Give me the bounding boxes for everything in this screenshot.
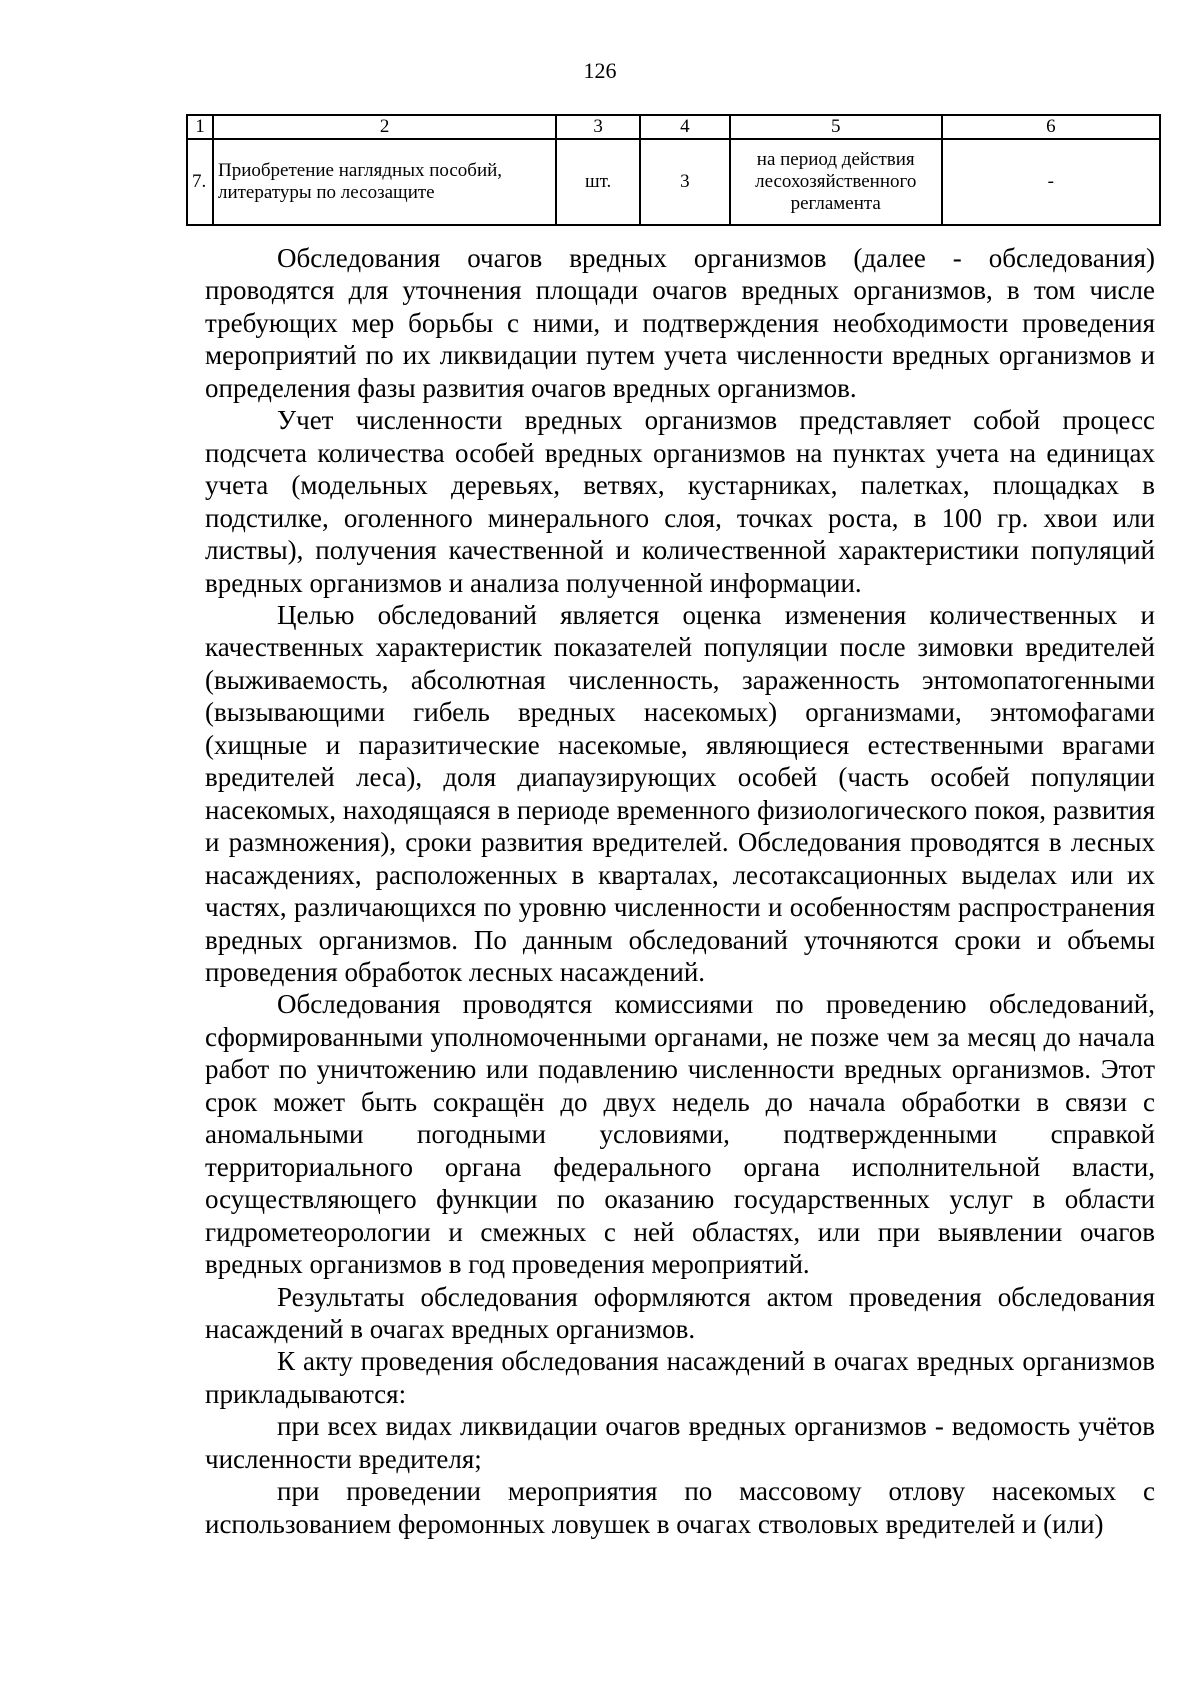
paragraph-survey-purpose: Обследования очагов вредных организмов (далее - обследования) проводятся для уточнения площади очагов вредных организмов, в том числе требующих мер борьбы с ними, и подтверждения необходимости проведения мероприятий по их ликвидации путем учета численности вредных организмов и определения фазы развития очагов вредных организмов.	[205, 243, 1155, 403]
paragraph-population-count: Учет численности вредных организмов представляет собой процесс подсчета количества особей вредных организмов на пунктах учета на единицах учета (модельных деревьях, ветвях, кустарниках, палетках, площадках в подстилке, оголенного минерального слоя, точках роста, в 100 гр. хвои или листвы), получения качественной и количественной характеристики популяций вредных организмов и анализа полученной информации.	[205, 405, 1155, 598]
column-number-1: 1	[187, 115, 213, 139]
paragraph-results: Результаты обследования оформляются актом проведения обследования насаждений в очагах вредных организмов.	[205, 1281, 1155, 1344]
page-number: 126	[583, 58, 617, 83]
note-cell: -	[942, 139, 1160, 225]
measures-table	[186, 114, 1161, 226]
column-number-3: 3	[556, 115, 640, 139]
column-number-5: 5	[730, 115, 942, 139]
paragraph-item-pheromone: при проведении мероприятия по массовому отлову насекомых с использованием феромонных ловушек в очагах стволовых вредителей и (или)	[205, 1476, 1155, 1539]
body-text	[205, 242, 1155, 1540]
unit-cell: шт.	[556, 139, 640, 225]
row-number: 7.	[187, 139, 213, 225]
paragraph-commissions: Обследования проводятся комиссиями по проведению обследований, сформированными уполномоченными органами, не позже чем за месяц до начала работ по уничтожению или подавлению численности вредных организмов. Этот срок может быть сокращён до двух недель до начала обработки в связи с аномальными погодными условиями, подтвержденными справкой территориального органа федерального органа исполнительной власти, осуществляющего функции по оказанию государственных услуг в области гидрометеорологии и смежных с ней областях, или при выявлении очагов вредных организмов в год проведения мероприятий.	[205, 989, 1155, 1280]
period-cell: на период действия лесохозяйственного регламента	[730, 139, 942, 225]
measure-name: Приобретение наглядных пособий, литературы по лесозащите	[213, 139, 556, 225]
column-number-4: 4	[640, 115, 730, 139]
column-number-2: 2	[213, 115, 556, 139]
paragraph-survey-goal: Целью обследований является оценка изменения количественных и качественных характеристик показателей популяции после зимовки вредителей (выживаемость, абсолютная численность, зараженность энтомопатогенными (вызывающими гибель вредных насекомых) организмами, энтомофагами (хищные и паразитические насекомые, являющиеся естественными врагами вредителей леса), доля диапаузирующих особей (часть особей популяции насекомых, находящаяся в периоде временного физиологического покоя, развития и размножения), сроки развития вредителей. Обследования проводятся в лесных насаждениях, расположенных в кварталах, лесотаксационных выделах или их частях, различающихся по уровню численности и особенностям распространения вредных организмов. По данным обследований уточняются сроки и объемы проведения обработок лесных насаждений.	[205, 599, 1155, 987]
paragraph-attachments: К акту проведения обследования насаждений в очагах вредных организмов прикладываются:	[205, 1346, 1155, 1409]
quantity-cell: 3	[640, 139, 730, 225]
column-number-6: 6	[942, 115, 1160, 139]
table-header-row	[187, 115, 1160, 139]
paragraph-item-register: при всех видах ликвидации очагов вредных организмов - ведомость учётов численности вредителя;	[205, 1411, 1155, 1474]
table-row	[187, 139, 1160, 225]
